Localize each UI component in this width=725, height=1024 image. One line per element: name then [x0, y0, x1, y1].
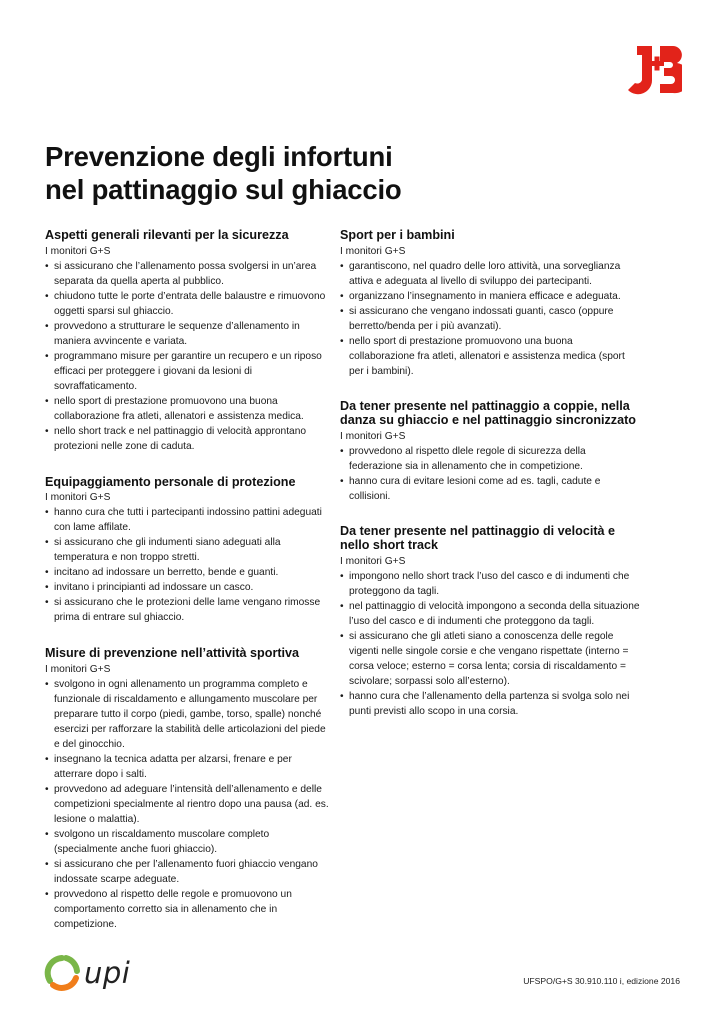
- left-column: [45, 228, 330, 932]
- section-prevention-measures: [45, 646, 330, 932]
- section-heading: Da tener presente nel pattinaggio di velocità e nello short track: [340, 523, 616, 553]
- footer-reference: UFSPO/G+S 30.910.110 i, edizione 2016: [523, 976, 680, 986]
- upi-logo-text: upi: [84, 956, 131, 990]
- section-heading: Da tener presente nel pattinaggio a coppie, nella danza su ghiaccio e nel pattinaggio sincronizzato: [340, 398, 636, 428]
- list-item: • si assicurano che vengano indossati guanti, casco (oppure berretto/benda per i più avanzati).: [340, 304, 640, 334]
- list-item: • provvedono al rispetto dlele regole di sicurezza della federazione sia in allenamento che in competizione.: [340, 444, 640, 474]
- section-subtitle: I monitori G+S: [45, 245, 111, 257]
- title-line-2: nel pattinaggio sul ghiaccio: [45, 174, 402, 205]
- list-item: • si assicurano che le protezioni delle lame vengano rimosse prima di entrare sul ghiaccio.: [45, 595, 330, 625]
- list-item: • chiudono tutte le porte d’entrata delle balaustre e rimuovono oggetti sparsi sul ghiaccio.: [45, 289, 330, 319]
- list-item: • hanno cura che tutti i partecipanti indossino pattini adeguati con lame affilate.: [45, 505, 330, 535]
- list-item: • nello sport di prestazione promuovono una buona collaborazione fra atleti, allenatori e assistenza medica (sport per i bambini).: [340, 334, 640, 379]
- list-item: • nello short track e nel pattinaggio di velocità approntano protezioni nelle zone di caduta.: [45, 424, 330, 454]
- list-item: • nello sport di prestazione promuovono una buona collaborazione fra atleti, allenatori e assistenza medica.: [45, 394, 330, 424]
- list-item: • invitano i principianti ad indossare un casco.: [45, 580, 330, 595]
- list-item: • si assicurano che gli indumenti siano adeguati alla temperatura e non troppo stretti.: [45, 535, 330, 565]
- title-line-1: Prevenzione degli infortuni: [45, 141, 393, 172]
- section-speed-short-track: [340, 524, 640, 719]
- bullet-list: [340, 444, 640, 504]
- right-column: [340, 228, 640, 719]
- list-item: • si assicurano che per l’allenamento fuori ghiaccio vengano indossate scarpe adeguate.: [45, 857, 330, 887]
- list-item: • si assicurano che gli atleti siano a conoscenza delle regole vigenti nelle singole corsie e che vengano rispettate (interno = corsa veloce; esterno = corsa lenta; corsia di riscaldamento = scivolare; sorpassi solo all’esterno).: [340, 629, 640, 689]
- list-item: • hanno cura di evitare lesioni come ad es. tagli, cadute e collisioni.: [340, 474, 640, 504]
- list-item: • provvedono a strutturare le sequenze d’allenamento in maniera avvincente e variata.: [45, 319, 330, 349]
- list-item: • nel pattinaggio di velocità impongono a seconda della situazione l’uso del casco e di indumenti che proteggono da tagli.: [340, 599, 640, 629]
- section-general-safety: [45, 228, 330, 454]
- section-children-sport: [340, 228, 640, 379]
- section-subtitle: I monitori G+S: [45, 663, 111, 675]
- section-subtitle: I monitori G+S: [340, 245, 406, 257]
- section-heading: Aspetti generali rilevanti per la sicurezza: [45, 228, 289, 242]
- section-heading: Misure di prevenzione nell’attività sportiva: [45, 646, 300, 661]
- section-subtitle: I monitori G+S: [340, 555, 406, 567]
- list-item: • insegnano la tecnica adatta per alzarsi, frenare e per atterrare dopo i salti.: [45, 752, 330, 782]
- bullet-list: [45, 505, 330, 625]
- list-item: • hanno cura che l’allenamento della partenza si svolga solo nei punti previsti allo scopo in una corsia.: [340, 689, 640, 719]
- list-item: • garantiscono, nel quadro delle loro attività, una sorveglianza attiva e adeguata al livello di sviluppo dei partecipanti.: [340, 259, 640, 289]
- list-item: • svolgono un riscaldamento muscolare completo (specialmente anche fuori ghiaccio).: [45, 827, 330, 857]
- bullet-list: [45, 677, 330, 932]
- list-item: • svolgono in ogni allenamento un programma completo e funzionale di riscaldamento e allungamento muscolare per preparare tutto il corpo (piedi, gambe, torso, spalle) nonché esercizi per rafforzare la stabilità delle articolazioni del piede e del ginocchio.: [45, 677, 330, 752]
- list-item: • organizzano l’insegnamento in maniera efficace e adeguata.: [340, 289, 640, 304]
- list-item: • incitano ad indossare un berretto, bende e guanti.: [45, 565, 330, 580]
- section-protective-equipment: [45, 475, 330, 626]
- section-subtitle: I monitori G+S: [340, 430, 406, 442]
- section-heading: Sport per i bambini: [340, 228, 455, 242]
- list-item: • si assicurano che l’allenamento possa svolgersi in un’area separata da quella aperta al pubblico.: [45, 259, 330, 289]
- section-heading: Equipaggiamento personale di protezione: [45, 474, 296, 489]
- list-item: • provvedono al rispetto delle regole e promuovono un comportamento corretto sia in allenamento che in competizione.: [45, 887, 330, 932]
- page-title: [45, 140, 605, 206]
- bullet-list: [45, 259, 330, 454]
- section-subtitle: I monitori G+S: [45, 492, 111, 504]
- bullet-list: [340, 259, 640, 379]
- list-item: • impongono nello short track l’uso del casco e di indumenti che proteggono da tagli.: [340, 569, 640, 599]
- list-item: • provvedono ad adeguare l’intensità dell’allenamento e delle competizioni specialmente al rientro dopo una pausa (ad. es. lesione o malattia).: [45, 782, 330, 827]
- js-logo: [628, 43, 682, 97]
- list-item: • programmano misure per garantire un recupero e un riposo efficaci per proteggere i giovani da lesioni di sovraffaticamento.: [45, 349, 330, 394]
- section-pairs-dance-synchro: [340, 399, 640, 504]
- bullet-list: [340, 569, 640, 719]
